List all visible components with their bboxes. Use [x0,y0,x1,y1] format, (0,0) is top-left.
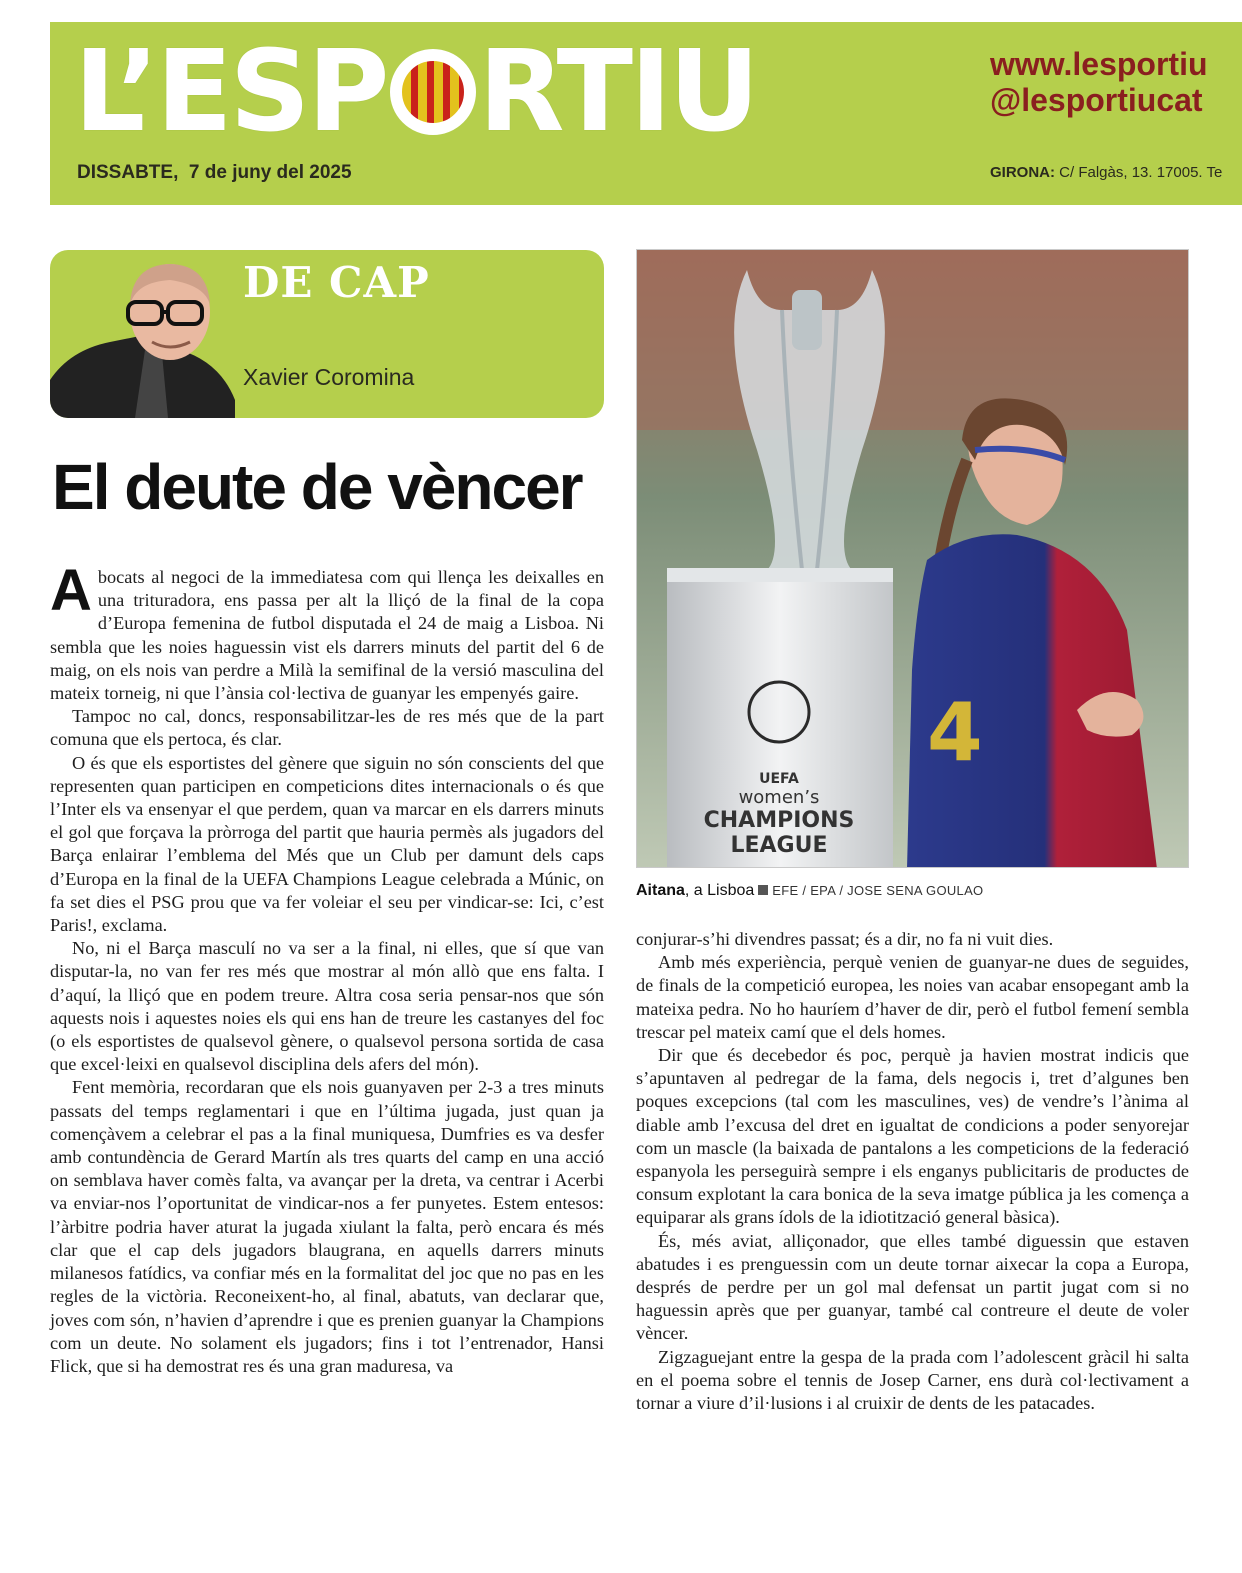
caption-place: , a Lisboa [684,882,755,899]
office-address [990,164,1222,181]
paragraph: Zigzaguejant entre la gespa de la prada com l’adolescent gràcil hi salta en el poema sobre el tennis de Josep Carner, ens durà col·lectivament a tornar a viure d’il·lusions i al cruixir de dents de les patacades. [636,1346,1189,1414]
article-headline: El deute de vèncer [52,451,582,523]
article-photo[interactable] [636,249,1189,868]
trophy-text-line3: LEAGUE [730,833,828,858]
issue-day: DISSABTE, [77,162,179,183]
social-handle[interactable]: @lesportiucat [990,82,1203,118]
section-title: DE CAP [243,258,430,307]
paragraph: Fent memòria, recordaran que els nois guanyaven per 2-3 a tres minuts passats del temps reglamentari i que en l’última jugada, just quan ja començàvem a celebrar el pas a la final muniquesa, Dumfries es va desfer amb contundència de Gerard Martín als tres quarts del camp en una acció on semblava haver comès falta, va avançar per la dreta, va centrar i Acerbi va enviar-nos l’oportunitat de vindicar-nos a fer punyetes. Estem entesos: l’àrbitre podria haver aturat la jugada xiulant la falta, però encara és més clar que el cap dels jugadors blaugrana, en aquells darrers minuts milanesos fatídics, va confiar més en la formalitat del joc que no pas en les regles de la victòria. Reconeixent-ho, al final, abatuts, van declarar que, joves com són, n’havien d’aprendre i que es prenien guanyar la Champions com un deute. No solament els jugadors; fins i tot l’entrenador, Hansi Flick, que si ha demostrat res és una gran maduresa, va [50,1077,604,1376]
senyera-o-icon [390,49,476,135]
trophy-badge-text: UEFA [759,771,799,787]
trophy-text-line2: CHAMPIONS [703,808,855,833]
photo-credit: EFE / EPA / JOSE SENA GOULAO [772,883,984,898]
address-text: C/ Falgàs, 13. 17005. Te [1059,164,1223,181]
logo-text-left: L’ESP [74,27,387,157]
paragraph-text: bocats al negoci de la immediatesa com qui llença les deixalles en una trituradora, ens passa per alt la lliçó de la final de la copa d’Europa femenina de futbol disputada el 24 de maig a Lisboa. Ni sembla que les noies haguessin vist els darrers minuts del partit del 6 de maig, on els nois van perdre a Milà la semifinal de la versió masculina del mateix torneig, ni que l’ànsia col·lectiva de guanyar les empenyés gaire. [50,567,604,704]
article-column-2 [636,928,1189,1415]
column-header [50,250,604,418]
issue-date-text: 7 de juny del 2025 [188,162,352,183]
author-portrait [50,250,235,418]
svg-text:4: 4 [927,686,983,779]
paragraph [50,558,604,705]
masthead-links [990,46,1208,118]
logo-text-right: RTIU [478,27,757,157]
photo-illustration [637,250,1189,868]
author-name[interactable]: Xavier Coromina [243,364,415,390]
paragraph: És, més aviat, alliçonador, que elles també diguessin que estaven abatudes i es prenguessin com un deute tornar aixecar la copa a Europa, després de perdre per un gol mal defensat un partit jugat com si no haguessin après que per guanyar, també cal contreure el deute de voler vèncer. [636,1230,1189,1344]
paragraph: O és que els esportistes del gènere que siguin no són conscients del que representen quan participen en competicions dites internacionals o és que l’Inter els va ensenyar el que perdem, quan va marcar en els darrers minuts el gol que forçava la pròrroga del partit que hauria permès als jugadors del Barça enlairar l’emblema del Més que un Club per damunt dels caps d’Europa en la final de la UEFA Champions League celebrada a Múnic, on fa set dies el PSG prou que va fer voleiar el seu per vindicar-se: Ici, c’est Paris!, exclama. [50,752,604,936]
paragraph: Dir que és decebedor és poc, perquè ja havien mostrat indicis que s’apuntaven al pedregar de la fama, dels negocis i, tret d’algunes ben poques excepcions (tal com les masculines, ves) de vendre’s l’ànima al diable amb l’excusa del dret en igualtat de condicions a poder senyorejar com un mascle (la baixada de pantalons a les competicions de la federació espanyola les perseguirà sempre i els enganys publicitaris de productes de consum explotant la cara bonica de la seva imatge pública ja les comença a equiparar als grans ídols de la idiotització general bàsica). [636,1045,1189,1228]
paragraph: Tampoc no cal, doncs, responsabilitzar-les de res més que de la part comuna que els pertoca, és clar. [50,706,604,750]
caption-name: Aitana [636,882,685,899]
address-label: GIRONA: [990,164,1055,181]
paragraph: No, ni el Barça masculí no va ser a la final, ni elles, que sí que van disputar-la, no van fer res més que mostrar al món allò que ens falta. I d’aquí, la lliçó que en podem treure. Altra cosa seria pensar-nos que són aquests nois i aquestes noies els qui ens han de treure les castanyes del foc (o els esportistes de qualsevol gènere, o qualsevol persona sortida de casa que excel·leixi en qualsevol disciplina dels afers del món). [50,938,604,1075]
photo-caption [636,882,983,900]
newspaper-logo[interactable] [74,27,757,157]
drop-cap: A [50,558,92,623]
masthead [50,22,1242,205]
paragraph: conjurar-s’hi divendres passat; és a dir, no fa ni vuit dies. [636,929,1054,949]
caption-square-icon [758,885,768,895]
website-link[interactable]: www.lesportiu [990,46,1208,82]
issue-date [77,162,352,184]
article-column-1 [50,558,604,1378]
trophy-text-line1: women’s [738,787,820,808]
paragraph: Amb més experiència, perquè venien de guanyar-ne dues de seguides, de finals de la competició europea, les noies van acabar ensopegant amb la mateixa pedra. No ho hauríem d’haver de dir, però el futbol femení sembla trescar pel mateix camí que el dels homes. [636,952,1189,1042]
